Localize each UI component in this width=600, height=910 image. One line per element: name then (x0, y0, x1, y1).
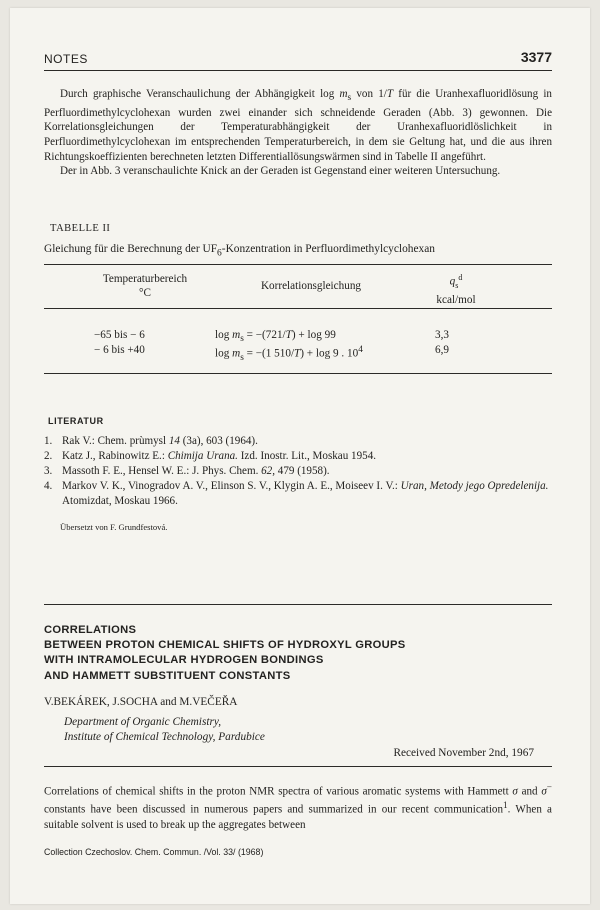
article-affiliation: Department of Organic Chemistry, Institute of Chemical Technology, Pardubice (64, 716, 265, 743)
table-top-rule (44, 264, 552, 265)
table-row-1-range: −65 bis − 6 (94, 329, 145, 341)
article-authors: V.BEKÁREK, J.SOCHA and M.VEČEŘA (44, 696, 238, 708)
reference-item: 2. Katz J., Rabinowitz E.: Chimija Urana. Izd. Inostr. Lit., Moskau 1954. (44, 450, 377, 462)
intro-paragraph-2: Der in Abb. 3 veranschaulichte Knick an der Geraden ist Gegenstand einer weiteren Untersuchung. (60, 165, 501, 178)
page-number: 3377 (520, 49, 552, 65)
table-caption: Gleichung für die Berechnung der $UF_6$-Konzentration in Perfluordimethylcyclohexan (44, 243, 435, 259)
reference-item: 4. Markov V. K., Vinogradov A. V., Elinson S. V., Klygin A. E., Moiseev I. V.: Uran, Metody jego Opredelenija. Atomizdat, Moskau 1966. (44, 480, 549, 507)
article-divider-bottom (44, 766, 552, 767)
header-equation: Korrelationsgleichung (260, 280, 362, 292)
received-date: Received November 2nd, 1967 (393, 747, 534, 759)
article-divider-top (44, 604, 552, 605)
table-bottom-rule (44, 373, 552, 374)
table-row-2-equation: $\log m_s = -(1$ 510/T) + log 9 . $10^4$ (215, 345, 363, 363)
intro-paragraph-1: Durch graphische Veranschaulichung der Abhängigkeit $\log m_s$ von 1/T für die Uranhexafluoridlösung in Perfluordimethylcyclohexan wurden zwei einander sich schneidende Geraden (Abb. 3) gewonnen. Die Korrelationsgleichungen der Temperaturabhängigkeit der Uranhexafluoridlöslichkeit in Perfluordimethylcyclohexan im entsprechenden Temperaturbereich, in dem sie Geltung hat, und die aus ihren Richtungskoeffizienten berechneten letzten Differentiallösungswärmen sind in Tabelle II angeführt. (44, 88, 552, 163)
table-row-1-heat: 3,3 (435, 329, 449, 341)
header-temperature: Temperaturbereich °C (102, 273, 188, 299)
reference-item: 1. Rak V.: Chem. prùmysl 14 (3a), 603 (1964). (44, 435, 258, 447)
article-title: CORRELATIONS BETWEEN PROTON CHEMICAL SHIFTS OF HYDROXYL GROUPS WITH INTRAMOLECULAR HYDROGEN BONDINGS AND HAMMETT SUBSTITUENT CONSTANTS (44, 624, 406, 682)
reference-item: 3. Massoth F. E., Hensel W. E.: J. Phys. Chem. 62, 479 (1958). (44, 465, 330, 477)
references-list (44, 434, 564, 509)
journal-footer: Collection Czechoslov. Chem. Commun. /Vol. 33/ (1968) (44, 847, 264, 857)
table-row-2-range: − 6 bis +40 (94, 344, 145, 356)
section-label: NOTES (44, 52, 88, 66)
journal-page (10, 8, 590, 904)
article-abstract: Correlations of chemical shifts in the proton NMR spectra of various aromatic systems with Hammett σ and σ− constants have been discussed in numerous papers and summarized in our recent communication$^1$. When a suitable solvent is used to break up the aggregates between (44, 783, 553, 831)
running-header (44, 44, 552, 71)
table-title: TABELLE II (50, 223, 111, 234)
translator-note: Übersetzt von F. Grundfestová. (60, 522, 168, 532)
table-row-2-heat: 6,9 (435, 344, 449, 356)
header-heat: $q_s^d$ kcal/mol (436, 273, 476, 306)
references-heading: LITERATUR (48, 416, 104, 426)
table-header-rule (44, 308, 552, 309)
table-row-1-equation: $\log m_s = -(721/T) + \log 99$ (215, 329, 336, 345)
intro-text (44, 87, 552, 179)
